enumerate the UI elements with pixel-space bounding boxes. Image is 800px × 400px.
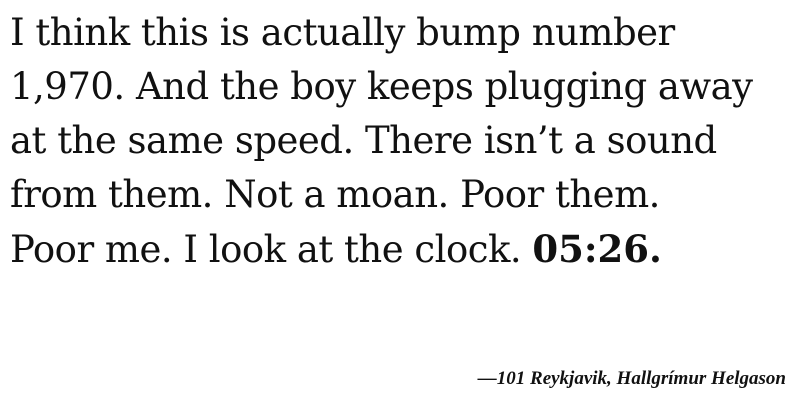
quote-line-2: 1,970. And the boy keeps plugging away bbox=[10, 65, 753, 108]
attribution-separator: , bbox=[607, 368, 617, 389]
quote-line-4: from them. Not a moan. Poor them. bbox=[10, 173, 660, 216]
quote-line-3: at the same speed. There isn’t a sound bbox=[10, 119, 717, 162]
quote-line-5-text: Poor me. I look at the clock. bbox=[10, 228, 533, 271]
author-name: Hallgrímur Helgason bbox=[616, 368, 786, 389]
quote-passage bbox=[10, 6, 790, 277]
quote-line-5 bbox=[10, 222, 790, 277]
attribution bbox=[478, 368, 786, 390]
attribution-dash: — bbox=[477, 368, 497, 389]
book-title: 101 Reykjavik bbox=[496, 368, 608, 389]
highlighted-time: 05:26. bbox=[532, 227, 662, 271]
quote-line-1: I think this is actually bump number bbox=[10, 11, 675, 54]
